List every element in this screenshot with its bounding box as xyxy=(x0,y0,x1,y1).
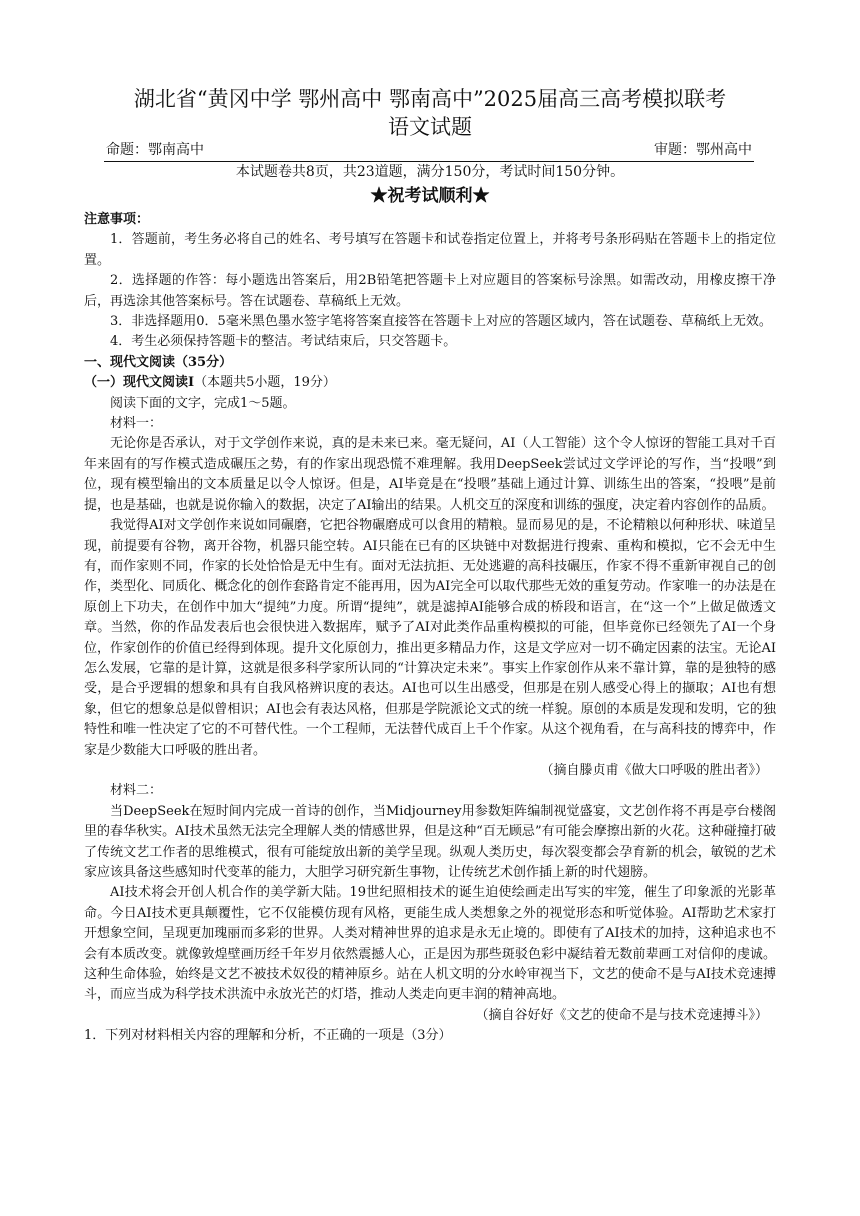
material1-source: （摘自滕贞甫《做大口呼吸的胜出者》） xyxy=(540,762,768,778)
note-item: 2．选择题的作答：每小题选出答案后，用2B铅笔把答题卡上对应题目的答案标号涂黑。如需改动，用橡皮擦干净后，再选涂其他答案标号。答在试题卷、草稿纸上无效。 xyxy=(84,273,776,309)
subsection-score: （本题共5小题，19分） xyxy=(194,375,336,391)
notes-heading: 注意事项： xyxy=(84,212,150,227)
proposer-label: 命题：鄂南高中 xyxy=(106,142,204,158)
material2-paragraph: 当DeepSeek在短时间内完成一首诗的创作，当Midjourney用参数矩阵编制视觉盛宴，文艺创作将不再是亭台楼阁里的春华秋实。AI技术虽然无法完全理解人类的情感世界，但是这种“百无顾忌”有可能会摩擦出新的火花。这种碰撞打破了传统文艺工作者的思维模式，很有可能绽放出新的美学呈现。纵观人类历史，每次裂变都会孕育新的机会，敏锐的艺术家应该具备这些感知时代变革的能力，大胆学习研究新生事物，让传统艺术创作插上新的时代翅膀。 xyxy=(84,803,776,880)
note-item: 4．考生必须保持答题卡的整洁。考试结束后，只交答题卡。 xyxy=(110,334,457,350)
exam-info: 本试题卷共8页，共23道题，满分150分，考试时间150分钟。 xyxy=(235,164,625,180)
author-line xyxy=(104,140,754,162)
section-heading: 一、现代文阅读（35分） xyxy=(84,354,233,370)
question-1: 1．下列对材料相关内容的理解和分析，不正确的一项是（3分） xyxy=(84,1028,452,1044)
exam-subject: 语文试题 xyxy=(388,115,472,139)
reviewer-label: 审题：鄂州高中 xyxy=(654,142,752,158)
note-item: 1．答题前，考生务必将自己的姓名、考号填写在答题卡和试卷指定位置上，并将考号条形码贴在答题卡上的指定位置。 xyxy=(84,232,776,268)
material1-paragraph: 无论你是否承认，对于文学创作来说，真的是未来已来。毫无疑问，AI（人工智能）这个令人惊讶的智能工具对千百年来固有的写作模式造成碾压之势，有的作家出现恐慌不难理解。我用DeepSeek尝试过文学评论的写作，当“投喂”到位，现有模型输出的文本质量足以令人惊讶。但是，AI毕竟是在“投喂”基础上通过计算、训练生出的答案，“投喂”是前提，也是基础，也就是说你输入的数据，决定了AI输出的结果。人机交互的深度和训练的强度，决定着内容创作的品质。 xyxy=(84,436,776,513)
exam-body xyxy=(84,210,776,1047)
material2-paragraph: AI技术将会开创人机合作的美学新大陆。19世纪照相技术的诞生迫使绘画走出写实的牢笼，催生了印象派的光影革命。今日AI技术更具颠覆性，它不仅能模仿现有风格，更能生成人类想象之外的视觉形态和听觉体验。AI帮助艺术家打开想象空间，呈现更加瑰丽而多彩的世界。人类对精神世界的追求是永无止境的。即使有了AI技术的加持，这种追求也不会有本质改变。就像敦煌壁画历经千年岁月依然震撼人心，正是因为那些斑驳色彩中凝结着无数前辈画工对信仰的虔诚。这种生命体验，始终是文艺不被技术奴役的精神原乡。站在人机文明的分水岭审视当下，文艺的使命不是与AI技术竞速搏斗，而应当成为科学技术洪流中永放光芒的灯塔，推动人类走向更丰润的精神高地。 xyxy=(84,885,776,1003)
material1-paragraph: 我觉得AI对文学创作来说如同碾磨，它把谷物碾磨成可以食用的精粮。显而易见的是，不论精粮以何种形状、味道呈现，前提要有谷物，离开谷物，机器只能空转。AI只能在已有的区块链中对数据进行搜索、重构和模拟，它不会无中生有，而作家则不同，作家的长处恰恰是无中生有。面对无法抗拒、无处逃避的高科技碾压，作家不得不重新审视自己的创作，类型化、同质化、概念化的创作套路肯定不能再用，因为AI完全可以取代那些无效的重复劳动。作家唯一的办法是在原创上下功夫，在创作中加大“提纯”力度。所谓“提纯”，就是滤掉AI能够合成的桥段和语言，在“这一个”上做足做透文章。当然，你的作品发表后也会很快进入数据库，赋予了AI对此类作品重构模拟的可能，但毕竟你已经领先了AI一个身位，作家创作的价值已经得到体现。提升文化原创力，推出更多精品力作，这是文学应对一切不确定因素的法宝。无论AI怎么发展，它靠的是计算，这就是很多科学家所认同的“计算决定未来”。事实上作家创作从来不靠计算，靠的是独特的感受，是合乎逻辑的想象和具有自我风格辨识度的表达。AI也可以生出感受，但那是在别人感受心得上的撷取；AI也有想象，但它的想象总是似曾相识；AI也会有表达风格，但那是学院派论文式的统一样貌。原创的本质是发现和发明，它的独特性和唯一性决定了它的不可替代性。一个工程师，无法替代成百上千个作家。从这个视角看，在与高科技的博弈中，作家是少数能大口呼吸的胜出者。 xyxy=(84,518,776,758)
note-item: 3．非选择题用0．5毫米黑色墨水签字笔将答案直接答在答题卡上对应的答题区域内，答在试题卷、草稿纸上无效。 xyxy=(110,314,772,330)
subsection-heading xyxy=(84,373,776,393)
material2-source: （摘自谷好好《文艺的使命不是与技术竞速搏斗》） xyxy=(475,1007,768,1023)
subsection-title: （一）现代文阅读Ⅰ xyxy=(84,375,195,391)
good-luck-banner: ★祝考试顺利★ xyxy=(370,186,490,206)
material1-label: 材料一： xyxy=(110,416,163,432)
exam-title: 湖北省“黄冈中学 鄂州高中 鄂南高中”2025届高三高考模拟联考 xyxy=(133,87,727,111)
material2-label: 材料二： xyxy=(110,783,163,799)
reading-instruction: 阅读下面的文字，完成1～5题。 xyxy=(110,395,296,411)
